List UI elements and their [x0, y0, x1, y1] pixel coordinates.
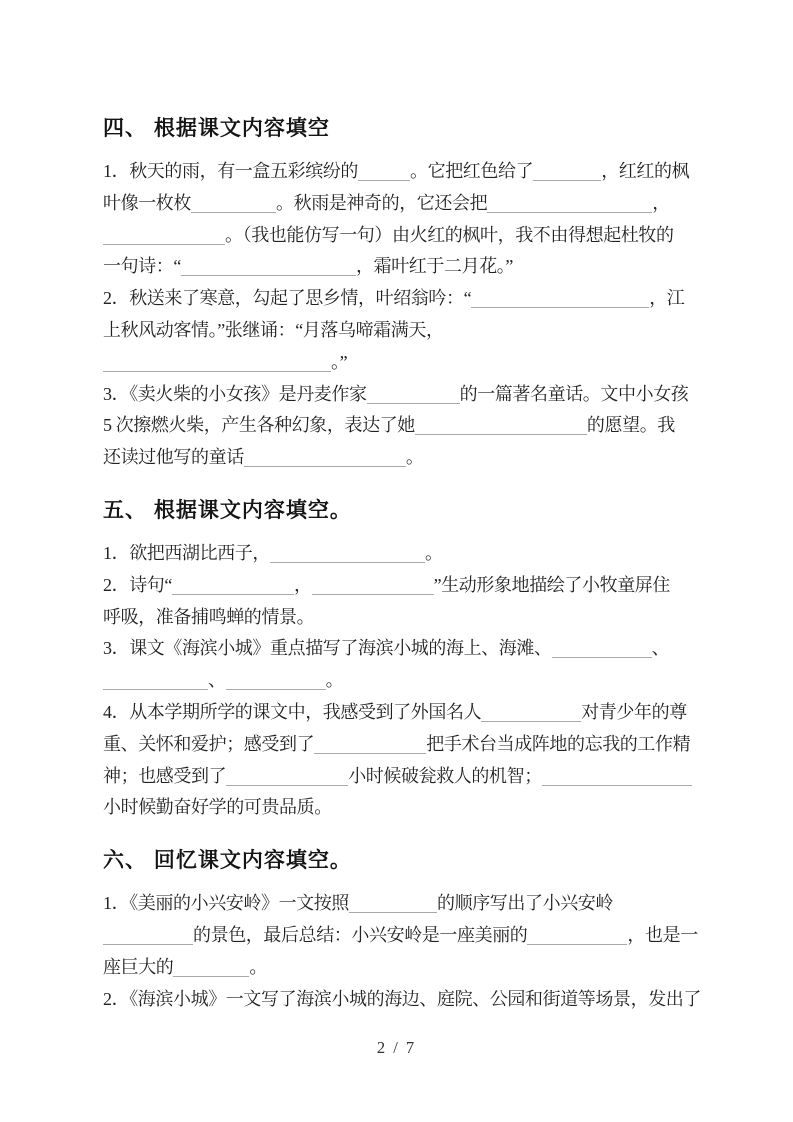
- text-run: 、: [651, 638, 670, 659]
- fill-in-blank: [103, 673, 208, 690]
- text-run: 、: [208, 670, 226, 691]
- text-run: 的景色，最后总结：小兴安岭是一座美丽的: [193, 924, 528, 945]
- text-run: 的愿望。我: [586, 415, 675, 436]
- worksheet-body: [103, 112, 701, 1015]
- section-heading: 五、 根据课文内容填空。: [103, 498, 352, 522]
- worksheet-line: [103, 538, 690, 570]
- text-run: 一句诗：“: [103, 256, 181, 277]
- text-run: ，江: [649, 288, 685, 309]
- worksheet-line: [103, 156, 690, 188]
- fill-in-blank: [226, 769, 348, 786]
- page-footer: [0, 1036, 793, 1060]
- fill-in-blank: [314, 737, 426, 754]
- fill-in-blank: [471, 291, 649, 308]
- text-run: ，霜叶红于二月花。”: [356, 256, 513, 277]
- text-run: 把手术台当成阵地的忘我的工作精: [426, 733, 691, 754]
- fill-in-blank: [358, 164, 410, 181]
- worksheet-line: [103, 633, 690, 665]
- text-run: ，红红的枫: [601, 161, 690, 181]
- fill-in-blank: [103, 355, 331, 372]
- text-run: 。: [425, 542, 443, 563]
- text-run: ，也是一: [627, 924, 698, 945]
- fill-in-blank: [270, 546, 425, 563]
- fill-in-blank: [173, 960, 249, 977]
- worksheet-section: [103, 112, 690, 474]
- text-run: 小时候勤奋好学的可贵品质。: [103, 797, 332, 818]
- text-run: 的一篇著名童话。文中小女孩: [459, 383, 689, 404]
- worksheet-section: [103, 844, 701, 1015]
- worksheet-line: [103, 410, 690, 442]
- fill-in-blank: [349, 896, 437, 913]
- worksheet-line: [103, 315, 690, 347]
- worksheet-line: [103, 665, 690, 697]
- text-run: ，: [294, 574, 312, 595]
- worksheet-line: [103, 251, 690, 283]
- fill-in-blank: [415, 418, 587, 435]
- fill-in-blank: [542, 769, 692, 786]
- fill-in-blank: [533, 164, 601, 181]
- text-run: 。（我也能仿写一句）由火红的枫叶，我不由得想起杜牧的: [225, 224, 674, 245]
- text-run: 。秋雨是神奇的，它还会把: [276, 192, 488, 213]
- text-run: 1．欲把西湖比西子，: [103, 542, 270, 563]
- page-number: 2 / 7: [376, 1038, 417, 1057]
- text-run: 。: [405, 447, 424, 468]
- worksheet-line: [103, 347, 690, 379]
- fill-in-blank: [552, 641, 652, 658]
- text-run: 的顺序写出了小兴安岭: [437, 893, 613, 914]
- worksheet-line: [103, 729, 690, 761]
- fill-in-blank: [181, 259, 356, 276]
- fill-in-blank: [172, 578, 294, 595]
- fill-in-blank: [367, 387, 460, 404]
- worksheet-line: [103, 283, 690, 315]
- worksheet-line: [103, 888, 690, 920]
- text-run: 呼吸，准备捕鸣蝉的情景。: [103, 606, 315, 627]
- text-run: 1．秋天的雨，有一盒五彩缤纷的: [103, 161, 358, 181]
- worksheet-line: [103, 570, 690, 602]
- text-run: 。它把红色给了: [410, 161, 534, 181]
- section-heading: 六、 回忆课文内容填空。: [103, 849, 352, 873]
- worksheet-line: [103, 920, 698, 952]
- text-run: 。: [325, 670, 344, 691]
- text-run: 。: [249, 956, 268, 977]
- worksheet-line: [103, 379, 690, 411]
- text-run: 。”: [331, 351, 348, 372]
- text-run: 2．诗句“: [103, 574, 172, 595]
- fill-in-blank: [226, 673, 326, 690]
- worksheet-line: [103, 984, 701, 1016]
- worksheet-line: [103, 602, 690, 634]
- text-run: 小时候破瓮救人的机智；: [348, 765, 542, 786]
- text-run: ”生动形象地描绘了小牧童屏住: [433, 574, 670, 595]
- text-run: 座巨大的: [103, 956, 174, 977]
- fill-in-blank: [244, 450, 406, 467]
- text-run: 2．秋送来了寒意，勾起了思乡情，叶绍翁吟：“: [103, 288, 472, 309]
- worksheet-line: [103, 442, 690, 474]
- worksheet-line: [103, 761, 690, 793]
- worksheet-line: [103, 792, 690, 824]
- worksheet-line: [103, 220, 690, 252]
- fill-in-blank: [103, 228, 225, 245]
- fill-in-blank: [312, 578, 434, 595]
- text-run: 1．《美丽的小兴安岭》一文按照: [103, 893, 349, 914]
- fill-in-blank: [527, 928, 627, 945]
- fill-in-blank: [191, 196, 276, 213]
- text-run: 重、关怀和爱护；感受到了: [103, 733, 315, 754]
- fill-in-blank: [103, 928, 193, 945]
- text-run: 3．《卖火柴的小女孩》是丹麦作家: [103, 383, 367, 404]
- worksheet-line: [103, 188, 690, 220]
- text-run: 5 次擦燃火柴，产生各种幻象，表达了她: [103, 415, 415, 436]
- worksheet-line: [103, 697, 690, 729]
- worksheet-line: [103, 952, 690, 984]
- text-run: 还读过他写的童话: [103, 447, 244, 468]
- worksheet-section: [103, 494, 690, 824]
- text-run: 4．从本学期所学的课文中，我感受到了外国名人: [103, 701, 482, 722]
- text-run: 上秋风动客情。”张继诵：“月落乌啼霜满天，: [103, 319, 444, 340]
- fill-in-blank: [487, 196, 652, 213]
- text-run: 对青少年的尊: [581, 701, 687, 722]
- section-heading: 四、 根据课文内容填空: [103, 117, 330, 140]
- fill-in-blank: [481, 705, 581, 722]
- text-run: ，: [652, 192, 670, 213]
- text-run: 2．《海滨小城》一文写了海滨小城的海边、庭院、公园和街道等场景，发出了: [103, 988, 701, 1009]
- text-run: 3．课文《海滨小城》重点描写了海滨小城的海上、海滩、: [103, 638, 552, 659]
- text-run: 神；也感受到了: [103, 765, 227, 786]
- text-run: 叶像一枚枚: [103, 192, 191, 213]
